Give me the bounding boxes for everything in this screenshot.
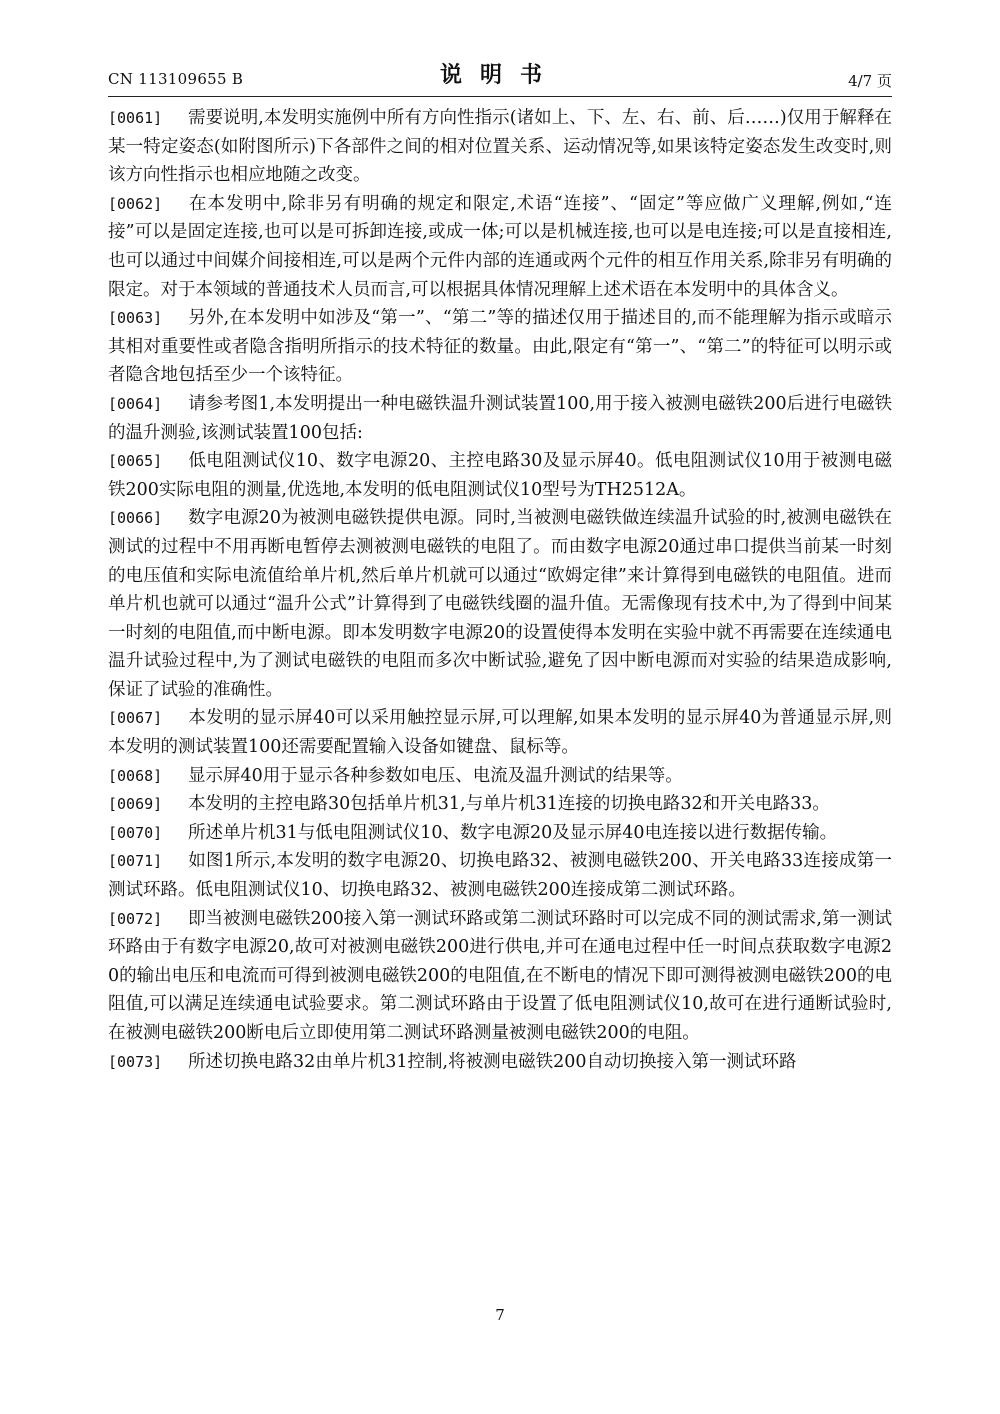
paragraph-text: 需要说明,本发明实施例中所有方向性指示(诸如上、下、左、右、前、后……)仅用于解释在某一特定姿态(如附图所示)下各部件之间的相对位置关系、运动情况等,如果该特定姿态发生改变时,则该方向性指示也相应地随之改变。 (108, 108, 892, 186)
paragraph-number: [0062] (108, 194, 163, 213)
paragraph-number: [0072] (108, 909, 163, 928)
paragraph-number: [0065] (108, 452, 163, 471)
paragraph (108, 790, 892, 819)
paragraph (108, 304, 892, 390)
paragraph-text: 所述切换电路32由单片机31控制,将被测电磁铁200自动切换接入第一测试环路 (188, 1051, 797, 1072)
paragraph-number: [0066] (108, 509, 163, 528)
paragraph-text: 所述单片机31与低电阻测试仪10、数字电源20及显示屏40电连接以进行数据传输。 (188, 822, 838, 843)
paragraph-number: [0068] (108, 766, 163, 785)
page-number: 7 (495, 1306, 505, 1324)
paragraph-text: 数字电源20为被测电磁铁提供电源。同时,当被测电磁铁做连续温升试验的时,被测电磁铁在测试的过程中不用再断电暂停去测被测电磁铁的电阻了。而由数字电源20通过串口提供当前某一时刻的电压值和实际电流值给单片机,然后单片机就可以通过“欧姆定律”来计算得到电磁铁的电阻值。进而单片机也就可以通过“温升公式”计算得到了电磁铁线圈的温升值。无需像现有技术中,为了得到中间某一时刻的电阻值,而中断电源。即本发明数字电源20的设置使得本发明在实验中就不再需要在连续通电温升试验过程中,为了测试电磁铁的电阻而多次中断试验,避免了因中断电源而对实验的结果造成影响,保证了试验的准确性。 (108, 508, 892, 700)
paragraph (108, 704, 892, 761)
paragraph-number: [0067] (108, 709, 163, 728)
paragraph-number: [0064] (108, 394, 163, 413)
paragraph (108, 847, 892, 904)
document-body (108, 104, 892, 1076)
paragraph-number: [0061] (108, 109, 163, 127)
paragraph-text: 低电阻测试仪10、数字电源20、主控电路30及显示屏40。低电阻测试仪10用于被测电磁铁200实际电阻的测量,优选地,本发明的低电阻测试仪10型号为TH2512A。 (108, 451, 892, 500)
page-header (108, 58, 892, 94)
paragraph-text: 本发明的显示屏40可以采用触控显示屏,可以理解,如果本发明的显示屏40为普通显示屏,则本发明的测试装置100还需要配置输入设备如键盘、鼠标等。 (108, 708, 892, 758)
paragraph (108, 762, 892, 791)
paragraph-text: 请参考图1,本发明提出一种电磁铁温升测试装置100,用于接入被测电磁铁200后进行电磁铁的温升测验,该测试装置100包括: (108, 393, 892, 443)
patent-number: CN 113109655 B (108, 70, 244, 88)
paragraph-number: [0073] (108, 1052, 163, 1071)
paragraph-number: [0070] (108, 823, 163, 842)
paragraph-text: 如图1所示,本发明的数字电源20、切换电路32、被测电磁铁200、开关电路33连接成第一测试环路。低电阻测试仪10、切换电路32、被测电磁铁200连接成第二测试环路。 (108, 851, 892, 901)
paragraph-number: [0071] (108, 852, 163, 871)
paragraph-number: [0063] (108, 309, 163, 328)
paragraph (108, 390, 892, 447)
paragraph (108, 905, 892, 1048)
paragraph-text: 在本发明中,除非另有明确的规定和限定,术语“连接”、“固定”等应做广义理解,例如,“连接”可以是固定连接,也可以是可拆卸连接,或成一体;可以是机械连接,也可以是电连接;可以是直接相连,也可以通过中间媒介间接相连,可以是两个元件内部的连通或两个元件的相互作用关系,除非另有明确的限定。对于本领域的普通技术人员而言,可以根据具体情况理解上述术语在本发明中的具体含义。 (108, 193, 892, 300)
paragraph-number: [0069] (108, 795, 163, 814)
paragraph (108, 819, 892, 848)
paragraph-text: 显示屏40用于显示各种参数如电压、电流及温升测试的结果等。 (188, 765, 683, 786)
paragraph-text: 另外,在本发明中如涉及“第一”、“第二”等的描述仅用于描述目的,而不能理解为指示或暗示其相对重要性或者隐含指明所指示的技术特征的数量。由此,限定有“第一”、“第二”的特征可以明示或者隐含地包括至少一个该特征。 (108, 308, 892, 386)
paragraph (108, 190, 892, 304)
paragraph (108, 447, 892, 504)
document-title: 说明书 (439, 62, 560, 88)
header-divider (108, 96, 892, 97)
paragraph (108, 104, 892, 190)
paragraph-text: 本发明的主控电路30包括单片机31,与单片机31连接的切换电路32和开关电路33。 (188, 794, 830, 815)
paragraph (108, 1048, 892, 1077)
paragraph-text: 即当被测电磁铁200接入第一测试环路或第二测试环路时可以完成不同的测试需求,第一测试环路由于有数字电源20,故可对被测电磁铁200进行供电,并可在通电过程中任一时间点获取数字电源20的输出电压和电流而可得到被测电磁铁200的电阻值,在不断电的情况下即可测得被测电磁铁200的电阻值,可以满足连续通电试验要求。第二测试环路由于设置了低电阻测试仪10,故可在进行通断试验时,在被测电磁铁200断电后立即使用第二测试环路测量被测电磁铁200的电阻。 (108, 908, 892, 1043)
paragraph (108, 504, 892, 704)
page-indicator: 4/7 页 (848, 72, 892, 90)
